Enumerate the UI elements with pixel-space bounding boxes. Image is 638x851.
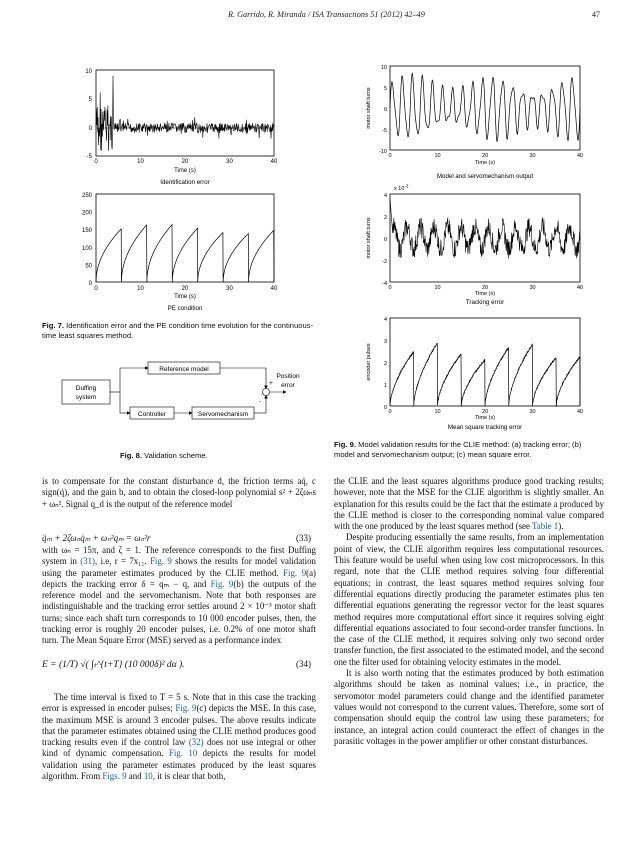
fig9-link[interactable]: Fig. 9 bbox=[149, 556, 172, 567]
fig7-bottom-ytick: 250 bbox=[81, 193, 92, 199]
fig9c-plot bbox=[366, 317, 583, 431]
fig7-top-ytick: 5 bbox=[88, 97, 92, 103]
right-column bbox=[334, 476, 604, 747]
fig9a-ylabel: motor shaft turns bbox=[366, 87, 372, 129]
fig9a-ytick: 5 bbox=[383, 86, 387, 92]
fig9b-ytick: 4 bbox=[383, 193, 387, 199]
fig9c-xtick: 0 bbox=[388, 409, 392, 415]
fig9c-title: Mean square tracking error bbox=[447, 424, 523, 431]
fig7-caption bbox=[42, 321, 322, 341]
fig9a-link[interactable]: Fig. 9 bbox=[283, 567, 307, 578]
left-column-para-3 bbox=[42, 692, 316, 782]
controller-label: Controller bbox=[137, 411, 167, 418]
fig9a-xtick: 30 bbox=[529, 153, 536, 159]
fig9b-xtick: 0 bbox=[388, 285, 392, 291]
fig9b-ylabel: motor shaft turns bbox=[366, 217, 372, 259]
equation-33-number: (33) bbox=[296, 533, 311, 543]
fig7-bottom-plot bbox=[82, 193, 278, 312]
fig7-bottom-title: PE condition bbox=[167, 305, 203, 312]
fig7-bottom-xlabel: Time (s) bbox=[174, 294, 196, 300]
fig9b-title: Tracking error bbox=[465, 299, 505, 306]
fig9b-ytick: -4 bbox=[382, 281, 387, 287]
position-error-label-2: error bbox=[281, 382, 295, 389]
fig9c-xtick: 10 bbox=[434, 409, 441, 415]
fig9c-xlabel: Time (s) bbox=[475, 415, 495, 421]
position-error-label-1: Position bbox=[276, 373, 300, 380]
left-para-3: The time interval is fixed to T = 5 s. Note that in this case the tracking error is expressed in encoder pulses; Fig. 9(c) depicts the MSE. In this case, the maximum MSE is around 3 encoder pulses. The above results indicate that the parameter estimates obtained using the CLIE method produces good tracking results even if the control law (32) does not use integral or other kind of dynamic compensation. Fig. 10 depicts the results for model validation using the parameter estimates produced by the least squares algorithm. From Figs. 9 and 10, it is clear that both, bbox=[42, 692, 317, 782]
fig9b-xlabel: Time (s) bbox=[475, 291, 495, 297]
equation-33: q̈ₘ + 2ζωₙq̇ₘ + ωₙ²qₘ = ωₙ²r bbox=[42, 533, 151, 543]
fig9a-signal bbox=[390, 73, 580, 141]
page-number: 47 bbox=[591, 10, 600, 19]
fig7-top-xtick: 40 bbox=[270, 159, 278, 165]
running-title: R. Garrido, R. Miranda / ISA Transactions 51 (2012) 42–49 bbox=[228, 10, 425, 19]
figure-7 bbox=[60, 62, 286, 320]
figs10-link[interactable]: 10 bbox=[143, 771, 153, 782]
fig8-caption bbox=[120, 451, 300, 461]
fig7-top-plot bbox=[85, 69, 278, 186]
fig9c-ytick: 4 bbox=[383, 317, 387, 323]
fig7-top-ytick: -5 bbox=[86, 154, 92, 160]
fig7-top-axes bbox=[96, 70, 274, 156]
fig7-top-signal bbox=[96, 76, 274, 151]
fig7-caption-text: Identification error and the PE condition time evolution for the continuous-time least squares method. bbox=[42, 321, 314, 340]
figure-8-diagram bbox=[60, 356, 310, 434]
equation-34-number: (34) bbox=[296, 659, 311, 669]
fig9c-signal bbox=[390, 343, 580, 407]
fig7-bottom-ytick: 100 bbox=[81, 245, 92, 252]
fig9b-ytick: -2 bbox=[382, 259, 387, 265]
fig7-top-xtick: 30 bbox=[226, 159, 233, 165]
fig9a-ytick: 10 bbox=[380, 65, 387, 71]
summing-junction bbox=[263, 389, 270, 396]
fig9a-plot bbox=[366, 65, 583, 180]
fig9c-link[interactable]: Fig. 9 bbox=[175, 703, 197, 714]
left-column-para-1 bbox=[42, 476, 316, 510]
table1-link[interactable]: Table 1 bbox=[532, 521, 559, 532]
fig7-top-ytick: 10 bbox=[85, 69, 92, 75]
figs9-link[interactable]: Figs. 9 bbox=[102, 771, 127, 782]
fig7-top-xtick: 0 bbox=[94, 159, 98, 165]
fig7-bottom-signal bbox=[96, 225, 274, 282]
fig9b-signal bbox=[390, 198, 580, 259]
servomechanism-label: Servomechanism bbox=[197, 411, 249, 418]
fig7-top-ytick: 0 bbox=[88, 126, 92, 132]
fig9-caption bbox=[334, 440, 602, 460]
fig9b-xtick: 40 bbox=[576, 285, 584, 291]
fig7-bottom-xtick: 0 bbox=[94, 286, 98, 292]
running-header bbox=[228, 10, 600, 19]
fig7-top-xlabel: Time (s) bbox=[174, 168, 196, 174]
fig9b-exponent: x $10^{-3}$ bbox=[394, 183, 409, 192]
fig7-bottom-xtick: 10 bbox=[137, 286, 144, 292]
plus-sign: + bbox=[269, 380, 273, 387]
fig9a-ytick: 0 bbox=[383, 107, 387, 113]
fig8-caption-label: Fig. 8. bbox=[120, 451, 142, 460]
minus-sign: - bbox=[259, 398, 262, 405]
fig9a-xlabel: Time (s) bbox=[475, 160, 495, 166]
fig9-caption-text: Model validation results for the CLIE method: (a) tracking error; (b) model and servomechanism output; (c) mean square error. bbox=[334, 440, 582, 459]
eq31-link[interactable]: (31) bbox=[80, 556, 96, 567]
fig7-bottom-ytick: 200 bbox=[81, 210, 92, 217]
fig9b-ytick: 2 bbox=[383, 215, 387, 221]
fig9c-xtick: 20 bbox=[481, 409, 489, 415]
fig9b-link[interactable]: Fig. 9 bbox=[210, 578, 234, 589]
fig9c-ytick: 2 bbox=[383, 361, 387, 367]
fig9a-xtick: 0 bbox=[388, 153, 392, 159]
fig7-bottom-xtick: 40 bbox=[270, 286, 278, 292]
reference-model-label: Reference model bbox=[159, 366, 209, 373]
fig9c-ytick: 3 bbox=[383, 339, 387, 345]
fig9-caption-label: Fig. 9. bbox=[334, 440, 356, 449]
fig9c-xtick: 40 bbox=[576, 409, 584, 415]
fig8-caption-text: Validation scheme. bbox=[144, 451, 208, 460]
fig7-bottom-ytick: 50 bbox=[85, 263, 92, 270]
fig9b-ytick: 0 bbox=[383, 237, 387, 243]
right-para-3: It is also worth noting that the estimates produced by both estimation algorithms should be taken as nominal values; i.e., in practice, the servomotor model parameters could change and the identified parameter values would not correspond to the current values. Therefore, some sort of compensation should equip the control law using these parameters; for instance, an integral action could counteract the effect of changes in the parasitic voltages in the power amplifier or other constant disturbances. bbox=[334, 668, 604, 746]
fig7-caption-label: Fig. 7. bbox=[42, 321, 64, 330]
figure-9 bbox=[360, 60, 598, 434]
fig7-top-xtick: 20 bbox=[181, 159, 189, 165]
left-para-1: is to compensate for the constant disturbance d, the friction terms aq̇, c sign(q̇), and the gain b, and to obtain the closed-loop polynomial s² + 2ζωₙs + ωₙ². Signal q_d is the output of the reference model bbox=[42, 476, 316, 509]
fig7-bottom-xtick: 20 bbox=[181, 286, 189, 292]
right-para-1: the CLIE and the least squares algorithms produce good tracking results; however, note that the MSE for the CLIE algorithm is slightly smaller. An explanation for this results could be the fact that the estimate a produced by the CLIE method is closer to the corresponding nominal value compared with the one produced by the least squares method (see Table 1). bbox=[334, 476, 604, 532]
fig7-bottom-ytick: 0 bbox=[88, 281, 92, 287]
eq32-link[interactable]: (32) bbox=[188, 737, 204, 748]
fig9a-ytick: -10 bbox=[379, 149, 387, 155]
fig9a-xtick: 10 bbox=[434, 153, 441, 159]
fig9c-ytick: 0 bbox=[383, 405, 387, 411]
duffing-label-1: Duffing bbox=[75, 385, 97, 392]
fig9b-xtick: 30 bbox=[529, 285, 536, 291]
fig7-bottom-ytick: 150 bbox=[81, 228, 92, 235]
fig9c-xtick: 30 bbox=[529, 409, 536, 415]
fig9a-title: Model and servomechanism output bbox=[436, 173, 534, 180]
right-para-2: Despite producing essentially the same results, from an implementation point of view, the CLIE algorithm requires less computational resources. This feature would be useful when using low cost microprocessors. In this regard, note that the CLIE method requires solving four differential equations; in contrast, the least squares method requires solving four differential equations directly producing the parameter estimates plus ten differential equations generating the regressor vector for the least squares method requires more computational effort since it requires solving eight differential equations associated to four second-order transfer functions. In the case of the CLIE method, it requires solving only two second order transfer function, the first associated to the estimated model, and the second one the filter used for obtaining velocity estimates in the model. bbox=[334, 532, 604, 667]
fig9c-ytick: 1 bbox=[383, 383, 387, 389]
fig7-bottom-xtick: 30 bbox=[226, 286, 233, 292]
fig9b-xtick: 10 bbox=[434, 285, 441, 291]
left-column-para-2 bbox=[42, 545, 316, 647]
fig9b-plot bbox=[366, 184, 583, 307]
fig7-top-title: Identification error bbox=[160, 179, 210, 186]
fig9b-xtick: 20 bbox=[481, 285, 489, 291]
fig7-top-xtick: 10 bbox=[137, 159, 144, 165]
fig9a-xtick: 40 bbox=[576, 153, 584, 159]
fig9c-ylabel: encoder pulses bbox=[366, 343, 372, 381]
equation-34: E = (1/T) √( ∫ₜ^{t+T} (10 000δ)² dα ). bbox=[42, 660, 185, 670]
fig9a-xtick: 20 bbox=[481, 153, 489, 159]
left-para-2: with ωₙ = 15π, and ζ = 1. The reference corresponds to the first Duffing system in (31), i.e, r = 7x₁₁. Fig. 9 shows the results for model validation using the parameter estimates produced by the CLIE method. Fig. 9(a) depicts the tracking error δ = qₘ − q, and Fig. 9(b) the outputs of the reference model and the servomechanism. Note that both responses are indistinguishable and the tracking error settles around 2 × 10⁻³ motor shaft turns; since each shaft turn corresponds to 10 000 encoder pulses, then, the tracking error is roughly 20 encoder pulses, i.e. 0.2% of one motor shaft turn. The Mean Square Error (MSE) served as a performance index bbox=[42, 545, 317, 646]
duffing-label-2: system bbox=[75, 394, 97, 401]
fig10-link[interactable]: Fig. 10 bbox=[168, 748, 198, 759]
fig9a-ytick: -5 bbox=[382, 128, 387, 134]
